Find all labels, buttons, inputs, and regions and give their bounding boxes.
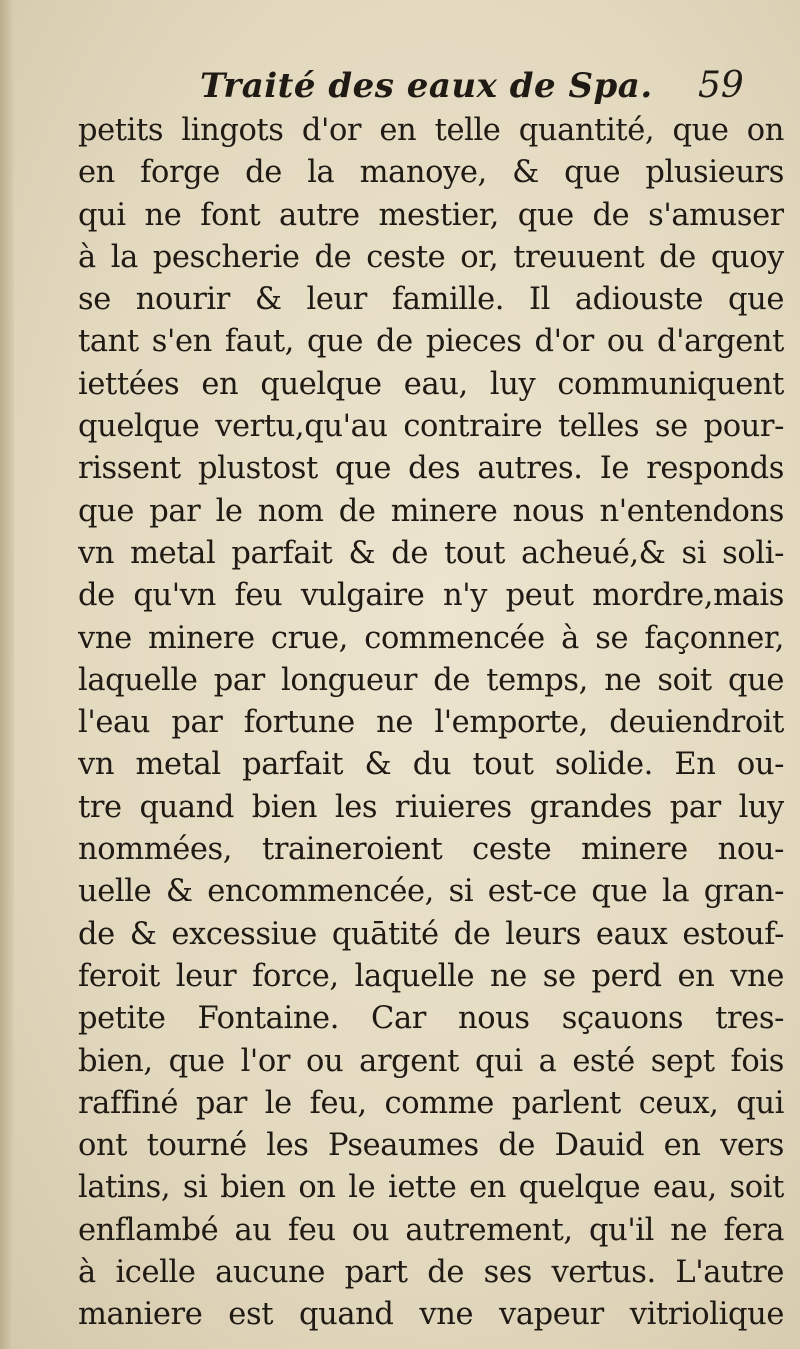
text-line: vn metal parfait & de tout acheué,& si soli- [78,535,784,571]
text-line: petits lingots d'or en telle quantité, que on [78,113,784,148]
text-line: quelque vertu,qu'au contraire telles se pour- [78,409,784,445]
text-line: tant s'en faut, que de pieces d'or ou d'argent [78,324,784,360]
text-line: que par le nom de minere nous n'entendons [78,493,784,529]
text-line: de qu'vn feu vulgaire n'y peut mordre,mais [78,578,784,614]
text-line: de & excessiue quātité de leurs eaux estouf- [78,916,784,952]
body-text [78,110,784,1337]
text-line: en forge de la manoye, & que plusieurs [78,155,784,191]
text-line: feroit leur force, laquelle ne se perd en vne [78,958,784,994]
text-line: uelle & encommencée, si est-ce que la gran- [78,874,784,910]
text-line: raffiné par le feu, comme parlent ceux, qui [78,1085,784,1121]
text-line: à la pescherie de ceste or, treuuent de quoy [78,239,784,275]
text-line: vne minere crue, commencée à se façonner, [78,620,784,656]
page-number: 59 [698,65,744,106]
text-line: iettées en quelque eau, luy communiquent [78,366,784,402]
page-header [0,60,800,112]
text-line: ont tourné les Pseaumes de Dauid en vers [78,1128,784,1164]
binding-edge [0,0,14,1349]
text-line: bien, que l'or ou argent qui a esté sept fois [78,1043,784,1079]
text-line: se nourir & leur famille. Il adiouste que [78,282,784,318]
text-line: à icelle aucune part de ses vertus. L'autre [78,1255,784,1291]
text-line: petite Fontaine. Car nous sçauons tres- [78,1001,784,1037]
text-line: l'eau par fortune ne l'emporte, deuiendroit [78,705,784,741]
text-line: rissent plustost que des autres. Ie responds [78,451,784,487]
text-line: tre quand bien les riuieres grandes par luy [78,789,784,825]
text-line: latins, si bien on le iette en quelque eau, soit [78,1170,784,1206]
text-line: vn metal parfait & du tout solide. En ou- [78,747,784,783]
text-line: laquelle par longueur de temps, ne soit que [78,662,784,698]
text-line: maniere est quand vne vapeur vitriolique [78,1297,784,1333]
text-line: enflambé au feu ou autrement, qu'il ne fera [78,1212,784,1248]
text-line: qui ne font autre mestier, que de s'amuser [78,197,784,233]
running-title: Traité des eaux de Spa. [200,66,653,106]
text-line: nommées, traineroient ceste minere nou- [78,832,784,868]
